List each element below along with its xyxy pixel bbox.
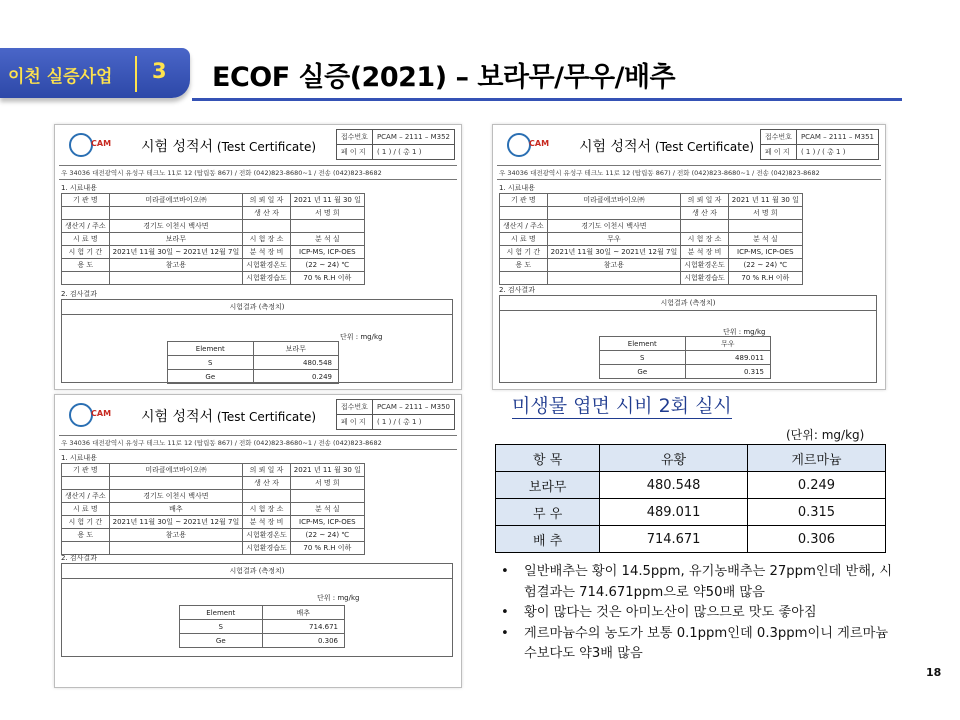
info-cell: 서 명 희 <box>290 477 364 490</box>
sample-info-table <box>499 193 803 285</box>
info-cell: 2021 년 11 월 30 일 <box>728 194 802 207</box>
section-sample-info: 1. 시료내용 <box>61 454 97 462</box>
table-row: 배 추 714.671 0.306 <box>496 526 886 553</box>
info-cell: 경기도 이천시 백사면 <box>109 490 243 503</box>
info-cell: 의 뢰 일 자 <box>681 194 729 207</box>
info-cell: 분 석 실 <box>290 233 364 246</box>
info-cell: 미라클에코바이오㈜ <box>547 194 681 207</box>
section-label: 이천 실증사업 <box>8 67 113 87</box>
certificate-title: 시험 성적서 (Test Certificate) <box>141 409 317 425</box>
info-cell: 의 뢰 일 자 <box>243 194 291 207</box>
section-number: 3 <box>152 59 167 83</box>
info-cell: 보라무 <box>109 233 243 246</box>
info-cell: 기 관 명 <box>62 194 110 207</box>
results-heading: 시험결과 (측정치) <box>62 300 452 315</box>
certificate-title: 시험 성적서 (Test Certificate) <box>141 139 317 155</box>
info-cell: 2021 년 11 월 30 일 <box>290 194 364 207</box>
info-cell: 시 험 기 간 <box>62 246 110 259</box>
table-row: 보라무 480.548 0.249 <box>496 472 886 499</box>
info-cell <box>243 220 291 233</box>
info-cell: 경기도 이천시 백사면 <box>109 220 243 233</box>
info-cell: ICP-MS, ICP-OES <box>728 246 802 259</box>
info-cell: (22 ~ 24) ℃ <box>728 259 802 272</box>
section-ribbon <box>0 48 190 98</box>
info-row <box>62 272 365 285</box>
info-row <box>62 516 365 529</box>
info-cell: 배추 <box>109 503 243 516</box>
logo-globe-icon <box>69 403 93 427</box>
info-cell: 서 명 희 <box>290 207 364 220</box>
info-cell: 시 료 명 <box>500 233 548 246</box>
info-cell <box>547 207 681 220</box>
info-cell: 2021 년 11 월 30 일 <box>290 464 364 477</box>
info-cell: 시 험 장 소 <box>243 233 291 246</box>
info-cell: 70 % R.H 이하 <box>290 542 364 555</box>
certificate-title: 시험 성적서 (Test Certificate) <box>579 139 755 155</box>
info-cell: 시험환경온도 <box>681 259 729 272</box>
info-cell <box>62 207 110 220</box>
summary-table <box>495 444 886 553</box>
info-cell: 2021년 11월 30일 ~ 2021년 12월 7일 <box>109 516 243 529</box>
unit-label: 단위 : mg/kg <box>317 594 360 602</box>
info-cell: 분 석 장 비 <box>681 246 729 259</box>
info-cell <box>681 220 729 233</box>
info-row <box>62 503 365 516</box>
section-sample-info: 1. 시료내용 <box>61 184 97 192</box>
info-cell: 2021년 11월 30일 ~ 2021년 12월 7일 <box>109 246 243 259</box>
info-row <box>62 246 365 259</box>
certificate-baechu <box>54 394 462 688</box>
info-row <box>500 272 803 285</box>
info-cell: 무우 <box>547 233 681 246</box>
info-row <box>62 207 365 220</box>
header-item: 항 목 <box>496 445 600 472</box>
info-cell: 70 % R.H 이하 <box>290 272 364 285</box>
lab-logo: CAM <box>69 403 133 429</box>
receipt-number-table: 접수번호 PCAM – 2111 – M351 페 이 지 ( 1 ) / ( 총 1 ) <box>760 129 879 160</box>
info-cell: 시 료 명 <box>62 233 110 246</box>
sample-info-table <box>61 193 365 285</box>
info-cell <box>547 272 681 285</box>
info-row <box>500 220 803 233</box>
info-cell: 생 산 자 <box>243 207 291 220</box>
results-heading: 시험결과 (측정치) <box>62 564 452 579</box>
info-cell <box>728 220 802 233</box>
sample-info-table <box>61 463 365 555</box>
info-cell: 생산지 / 주소 <box>500 220 548 233</box>
result-table: Element 무우 S 489.011 Ge 0.315 <box>599 336 771 379</box>
ribbon-divider <box>135 56 137 92</box>
info-row <box>62 490 365 503</box>
info-cell: 시 험 기 간 <box>500 246 548 259</box>
list-item: • 일반배추는 황이 14.5ppm, 유기농배추는 27ppm인데 반해, 시험결과는 714.671ppm으로 약50배 많음 <box>498 562 898 603</box>
info-cell: 용 도 <box>500 259 548 272</box>
table-row: 무 우 489.011 0.315 <box>496 499 886 526</box>
info-row <box>62 194 365 207</box>
section-results: 2. 검사결과 <box>499 286 535 294</box>
header-germanium: 게르마늄 <box>747 445 885 472</box>
info-cell: 시험환경온도 <box>243 529 291 542</box>
info-cell: 생 산 자 <box>243 477 291 490</box>
list-item: • 황이 많다는 것은 아미노산이 많으므로 맛도 좋아짐 <box>498 603 898 624</box>
unit-label: 단위 : mg/kg <box>723 328 766 336</box>
info-row <box>62 259 365 272</box>
info-cell: 서 명 희 <box>728 207 802 220</box>
info-cell: 기 관 명 <box>62 464 110 477</box>
info-cell <box>109 272 243 285</box>
info-row <box>62 529 365 542</box>
info-cell: 미라클에코바이오㈜ <box>109 194 243 207</box>
info-cell: (22 ~ 24) ℃ <box>290 529 364 542</box>
info-cell: 분 석 장 비 <box>243 246 291 259</box>
logo-globe-icon <box>507 133 531 157</box>
result-table: Element 보라무 S 480.548 Ge 0.249 <box>167 341 339 384</box>
info-cell: 생산지 / 주소 <box>62 490 110 503</box>
info-cell: 분 석 장 비 <box>243 516 291 529</box>
summary-header-row <box>496 445 886 472</box>
info-row <box>500 207 803 220</box>
info-cell <box>290 490 364 503</box>
info-cell: 시험환경습도 <box>243 272 291 285</box>
section-sample-info: 1. 시료내용 <box>499 184 535 192</box>
info-cell: 의 뢰 일 자 <box>243 464 291 477</box>
info-cell: 용 도 <box>62 529 110 542</box>
list-item: • 게르마늄수의 농도가 보통 0.1ppm인데 0.3ppm이니 게르마늄수보다도 약3배 많음 <box>498 624 898 665</box>
info-row <box>62 220 365 233</box>
info-cell <box>243 490 291 503</box>
info-cell: 참고용 <box>547 259 681 272</box>
info-row <box>62 477 365 490</box>
info-row <box>500 194 803 207</box>
info-cell <box>62 272 110 285</box>
info-cell: 시험환경습도 <box>681 272 729 285</box>
info-cell: (22 ~ 24) ℃ <box>290 259 364 272</box>
result-table: Element 배추 S 714.671 Ge 0.306 <box>179 605 345 648</box>
info-cell: 시험환경온도 <box>243 259 291 272</box>
info-cell: 분 석 실 <box>290 503 364 516</box>
results-heading: 시험결과 (측정치) <box>500 296 876 311</box>
info-cell: 참고용 <box>109 529 243 542</box>
info-row <box>62 464 365 477</box>
info-cell <box>290 220 364 233</box>
certificate-muu <box>492 124 886 390</box>
info-cell: 70 % R.H 이하 <box>728 272 802 285</box>
lab-logo: CAM <box>507 133 571 159</box>
info-cell <box>109 542 243 555</box>
info-cell: ICP-MS, ICP-OES <box>290 246 364 259</box>
info-cell: 미라클에코바이오㈜ <box>109 464 243 477</box>
lab-address: 우 34036 대전광역시 유성구 테크노 11로 12 (탑립동 867) / 전화 (042)823-8680~1 / 전송 (042)823-8682 <box>59 165 457 180</box>
treatment-subheading: 미생물 엽면 시비 2회 실시 <box>512 395 732 417</box>
summary-unit-note: (단위: mg/kg) <box>786 428 865 442</box>
receipt-number-table: 접수번호 PCAM – 2111 – M352 페 이 지 ( 1 ) / ( 총 1 ) <box>336 129 455 160</box>
certificate-bora <box>54 124 462 390</box>
info-cell <box>109 477 243 490</box>
title-underline <box>192 98 902 101</box>
info-cell: 경기도 이천시 백사면 <box>547 220 681 233</box>
info-cell: 생산지 / 주소 <box>62 220 110 233</box>
info-cell: 시 료 명 <box>62 503 110 516</box>
info-cell: 용 도 <box>62 259 110 272</box>
findings-list <box>498 562 898 665</box>
lab-address: 우 34036 대전광역시 유성구 테크노 11로 12 (탑립동 867) / 전화 (042)823-8680~1 / 전송 (042)823-8682 <box>497 165 881 180</box>
info-cell: ICP-MS, ICP-OES <box>290 516 364 529</box>
info-cell: 시 험 기 간 <box>62 516 110 529</box>
logo-globe-icon <box>69 133 93 157</box>
info-cell: 시 험 장 소 <box>681 233 729 246</box>
info-row <box>62 233 365 246</box>
info-cell <box>500 207 548 220</box>
info-cell: 2021년 11월 30일 ~ 2021년 12월 7일 <box>547 246 681 259</box>
info-cell: 분 석 실 <box>728 233 802 246</box>
info-row <box>500 246 803 259</box>
page-number: 18 <box>926 666 942 679</box>
lab-logo: CAM <box>69 133 133 159</box>
info-cell: 시험환경습도 <box>243 542 291 555</box>
info-cell <box>500 272 548 285</box>
info-cell: 기 관 명 <box>500 194 548 207</box>
info-cell: 참고용 <box>109 259 243 272</box>
info-row <box>500 233 803 246</box>
header-sulfur: 유황 <box>600 445 748 472</box>
slide-title: ECOF 실증(2021) – 보라무/무우/배추 <box>212 62 676 93</box>
receipt-number-table: 접수번호 PCAM – 2111 – M350 페 이 지 ( 1 ) / ( 총 1 ) <box>336 399 455 430</box>
info-cell: 시 험 장 소 <box>243 503 291 516</box>
section-results: 2. 검사결과 <box>61 290 97 298</box>
section-results: 2. 검사결과 <box>61 554 97 562</box>
info-cell <box>62 477 110 490</box>
lab-address: 우 34036 대전광역시 유성구 테크노 11로 12 (탑립동 867) / 전화 (042)823-8680~1 / 전송 (042)823-8682 <box>59 435 457 450</box>
info-cell <box>109 207 243 220</box>
info-row <box>62 542 365 555</box>
unit-label: 단위 : mg/kg <box>340 333 383 341</box>
info-cell: 생 산 자 <box>681 207 729 220</box>
info-row <box>500 259 803 272</box>
